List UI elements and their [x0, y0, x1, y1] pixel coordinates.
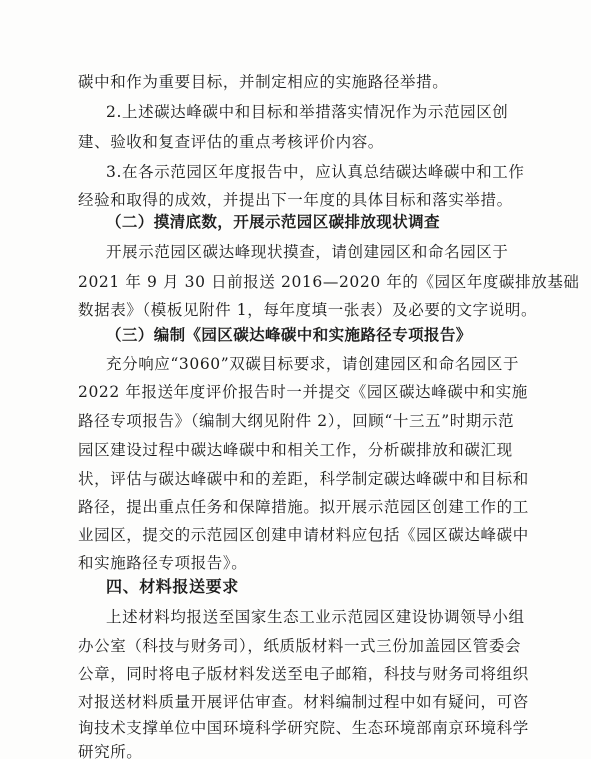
- paragraph-line: 办公室（科技与财务司），纸质版材料一式三份加盖园区管委会: [78, 637, 522, 655]
- paragraph-line: 研究所。: [78, 743, 143, 761]
- paragraph-line: 经验和取得的成效，并提出下一年度的具体目标和落实举措。: [78, 191, 513, 209]
- paragraph-line: 园区建设过程中碳达峰碳中和相关工作，分析碳排放和碳汇现: [78, 441, 513, 459]
- paragraph-line: 充分响应“3060”双碳目标要求，请创建园区和命名园区于: [106, 355, 520, 373]
- paragraph-line: 公章，同时将电子版材料发送至电子邮箱，科技与财务司将组织: [78, 665, 529, 683]
- paragraph-line: 2.上述碳达峰碳中和目标和举措落实情况作为示范园区创: [106, 103, 509, 121]
- section-heading: （三）编制《园区碳达峰碳中和实施路径专项报告》: [106, 326, 472, 344]
- paragraph-line: 和实施路径专项报告》。: [78, 554, 248, 572]
- paragraph-line: 开展示范园区碳达峰现状摸查，请创建园区和命名园区于: [106, 243, 509, 261]
- section-heading: （二）摸清底数，开展示范园区碳排放现状调查: [106, 213, 440, 231]
- paragraph-line: 上述材料均报送至国家生态工业示范园区建设协调领导小组: [106, 608, 525, 626]
- paragraph-line: 对报送材料质量开展评估审查。材料编制过程中如有疑问，可咨: [78, 693, 529, 711]
- paragraph-line: 3.在各示范园区年度报告中，应认真总结碳达峰碳中和工作: [106, 163, 525, 181]
- paragraph-line: 碳中和作为重要目标，并制定相应的实施路径举措。: [78, 73, 449, 91]
- paragraph-line: 路径，提出重点任务和保障措施。拟开展示范园区创建工作的工: [78, 498, 529, 516]
- paragraph-line: 建、验收和复查评估的重点考核评价内容。: [78, 133, 384, 151]
- paragraph-line: 状，评估与碳达峰碳中和的差距，科学制定碳达峰碳中和目标和: [78, 470, 529, 488]
- paragraph-line: 数据表》（模板见附件 1，每年度填一张表）及必要的文字说明。: [78, 301, 538, 319]
- paragraph-line: 2022 年报送年度评价报告时一并提交《园区碳达峰碳中和实施: [78, 383, 528, 401]
- paragraph-line: 询技术支撑单位中国环境科学研究院、生态环境部南京环境科学: [78, 719, 529, 737]
- chapter-heading: 四、材料报送要求: [106, 577, 239, 596]
- paragraph-line: 业园区，提交的示范园区创建申请材料应包括《园区碳达峰碳中: [78, 526, 529, 544]
- paragraph-line: 2021 年 9 月 30 日前报送 2016—2020 年的《园区年度碳排放基础: [78, 273, 580, 291]
- paragraph-line: 路径专项报告》（编制大纲见附件 2），回顾“十三五”时期示范: [78, 412, 515, 430]
